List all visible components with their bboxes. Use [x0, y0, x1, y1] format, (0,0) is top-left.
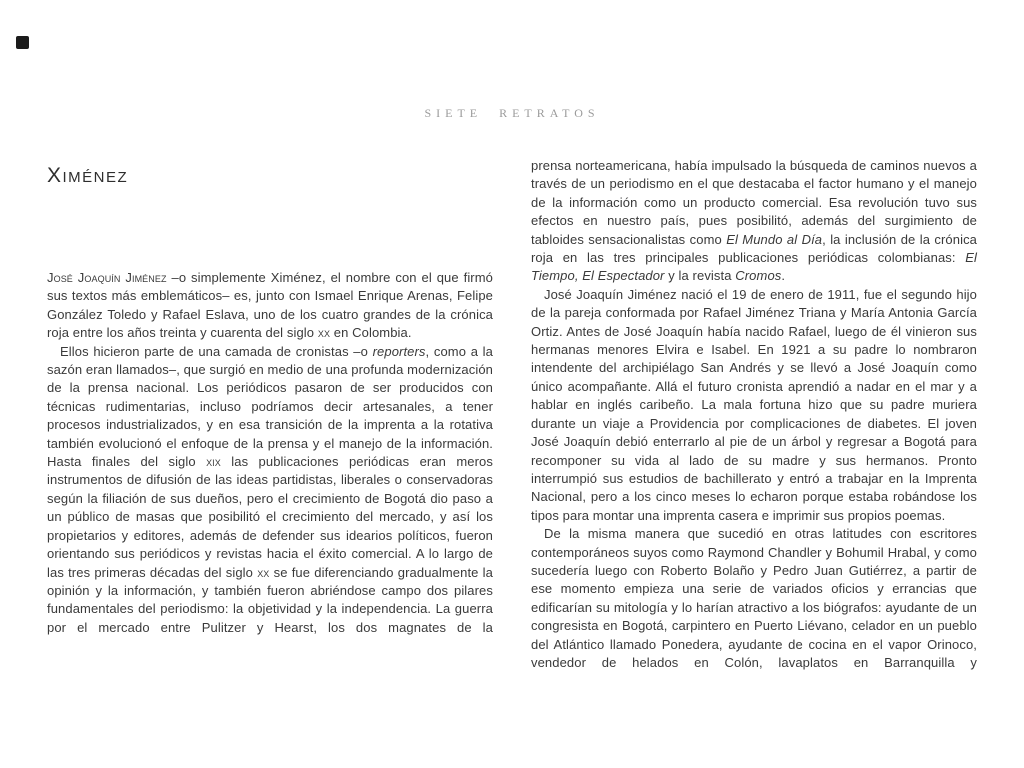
left-column — [47, 269, 493, 637]
paragraph — [531, 157, 977, 286]
text-run: xx — [257, 564, 270, 580]
text-run: Ellos hicieron parte de una camada de cronistas –o — [60, 343, 373, 359]
paragraph — [531, 286, 977, 525]
text-run: –o simplemente Ximénez, el nombre con el que firmó sus textos más emblemáticos– es, junto con Ismael Enrique Arenas, Felipe González Toledo y Rafael Eslava, uno de los cuatro grandes de la crónica roja entre los años treinta y cuarenta del siglo — [47, 270, 493, 341]
text-run: se fue diferenciando gradualmente la opinión y la información, y también fueron abriéndose campo dos pilares fundamentales del periodismo: la objetividad y la independencia. La guerra por el mercado entre Pulitzer y Hearst, los dos magnates de la — [47, 564, 493, 635]
running-header: SIETE RETRATOS — [424, 106, 600, 120]
text-run: De la misma manera que sucedió en otras latitudes con escritores contemporáneos suyos como Raymond Chandler y Bohumil Hrabal, y como sucedería luego con Roberto Bolaño y Pedro Juan Gutiérrez, a partir de ese momento empieza una serie de variados oficios y errancias que edificarían su mitología y lo harían atractivo a los biógrafos: ayudante de un congresista en Bogotá, carpintero en Puerto Liévano, celador en un pueblo del Atlántico llamado Ponedera, ayudante de cocina en el vapor Orinoco, vendedor de helados en Colón, lavaplatos en Barranquilla y — [531, 526, 977, 670]
text-run: Cromos — [735, 268, 782, 284]
text-run: . — [781, 268, 786, 284]
text-run: y la revista — [664, 268, 736, 284]
text-run: José Joaquín Jiménez — [47, 270, 167, 285]
text-run: El Mundo al Día — [726, 231, 823, 247]
right-column — [531, 157, 977, 672]
text-run: El Tiempo, El Espectador — [531, 250, 977, 284]
text-run: xx — [317, 325, 331, 341]
text-run: José Joaquín Jiménez nació el 19 de enero de 1911, fue el segundo hijo de la pareja conformada por Rafael Jiménez Triana y María Antonia García Ortiz. Antes de José Joaquín había nacido Rafael, luego de él vinieron sus hermanas menores Elvira e Isabel. En 1921 a su padre lo nombraron intendente del archipiélago San Andrés y se llevó a José Joaquín como único acompañante. Allá el futuro cronista aprendió a nadar en el mar y a hablar en inglés caribeño. La mala fortuna hizo que su padre muriera durante un viaje a Providencia por complicaciones de diabetes. El joven José Joaquín debió enterrarlo al pie de un árbol y regresar a Bogotá para recomponer su vida al lado de su madre y sus hermanos. Pronto interrumpió sus estudios de bachillerato y entró a trabajar en la Imprenta Nacional, pero a los cinco meses lo echaron porque estaba robándose los tipos para montar una imprenta casera e imprimir sus propios poemas. — [531, 286, 977, 523]
paragraph — [47, 343, 493, 638]
text-run: reporters — [372, 343, 426, 359]
cursor-marker — [16, 36, 29, 49]
chapter-title: Ximénez — [47, 164, 129, 187]
text-run: prensa norteamericana, había impulsado la búsqueda de caminos nuevos a través de un periodismo en el que destacaba el factor humano y el manejo de la información como un producto comercial. Esa revolución tuvo sus efectos en nuestro país, pues posibilitó, además del surgimiento de tabloides sensacionalistas como — [531, 158, 977, 247]
text-run: , como a la sazón eran llamados–, que surgió en medio de una profunda modernización de la prensa nacional. Los periódicos pasaron de ser producidos con técnicas rudimentarias, incluso podríamos decir artesanales, a tener procesos industrializados, y en esa transición de la imprenta a la rotativa también evolucionó el enfoque de la prensa y el manejo de la información. Hasta finales del siglo — [47, 343, 493, 470]
text-run: en Colombia. — [330, 325, 412, 341]
text-run: , la inclusión de la crónica roja en las tres principales publicaciones periódicas colombianas: — [531, 231, 978, 266]
text-run: xix — [206, 454, 221, 470]
text-run: las publicaciones periódicas eran meros instrumentos de difusión de las ideas partidistas, liberales o conservadoras según la filiación de sus dueños, pero el crecimiento de Bogotá dio paso a un público de masas que posibilitó el crecimiento del mercado, y así los propietarios y editores, además de defender sus idearios políticos, fueron orientando sus periódicos y revistas hacia el éxito comercial. A lo largo de las tres primeras décadas del siglo — [47, 454, 493, 580]
paragraph — [531, 525, 977, 672]
paragraph — [47, 269, 493, 343]
